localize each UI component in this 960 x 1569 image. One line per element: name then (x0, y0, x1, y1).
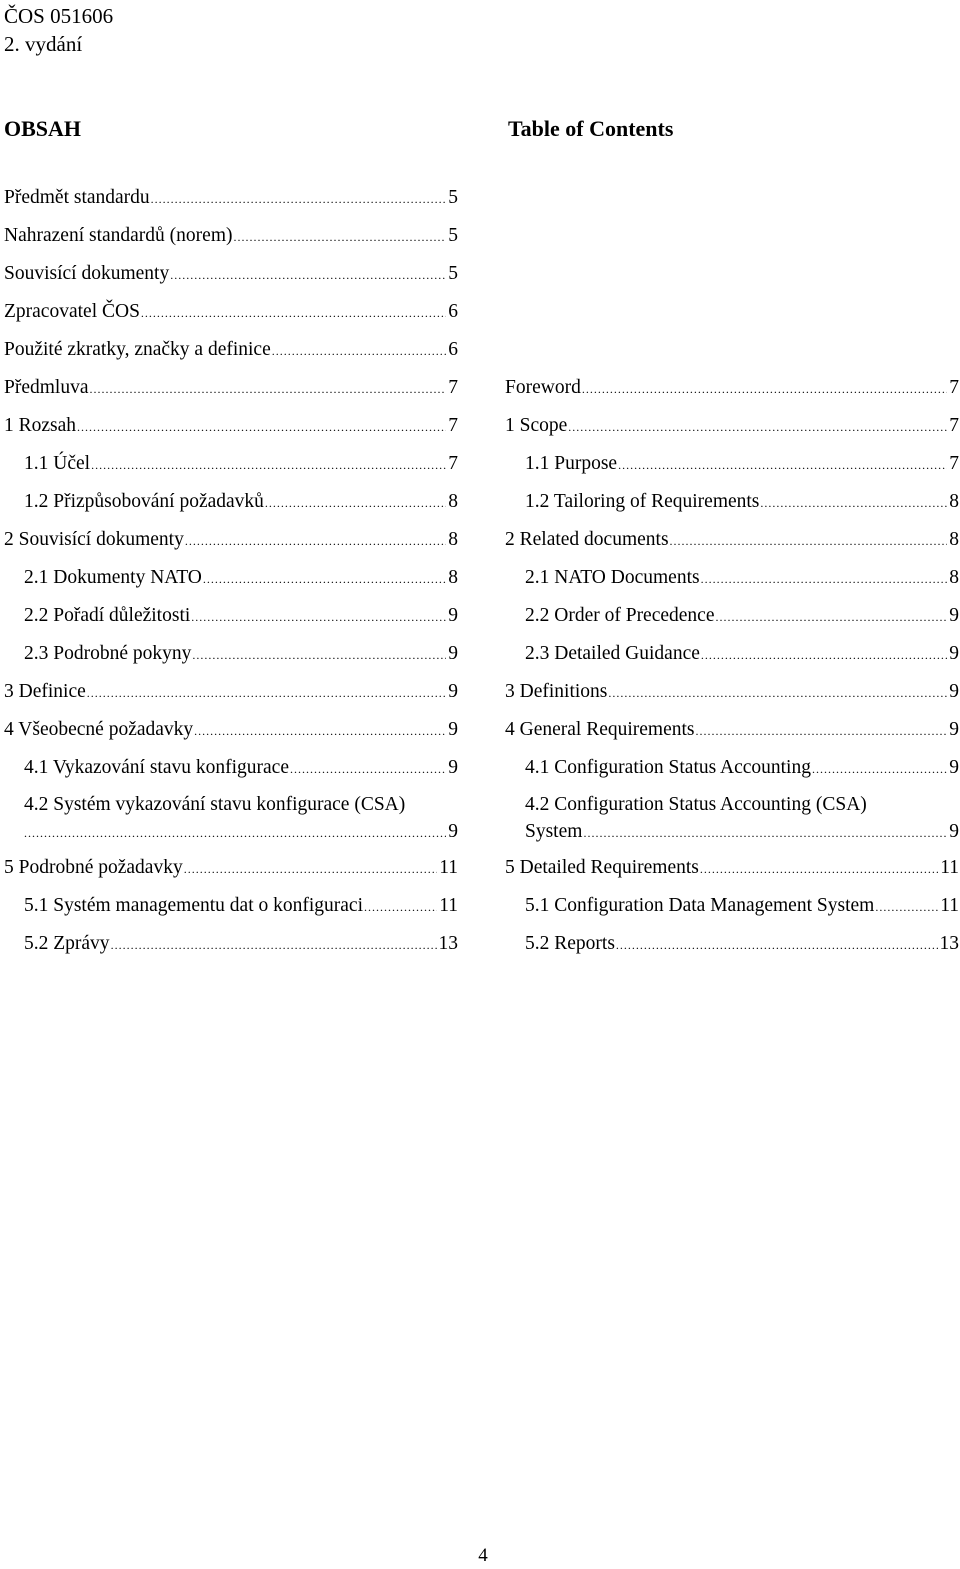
toc-entry-label: Zpracovatel ČOS (4, 301, 140, 322)
toc-entry-label: 1.2 Přizpůsobování požadavků (24, 491, 264, 512)
toc-entry[interactable] (505, 853, 959, 883)
toc-entry-page: 7 (949, 415, 959, 436)
dot-leader (582, 374, 947, 404)
toc-entry-page: 5 (448, 263, 458, 284)
toc-entry-label: Použité zkratky, značky a definice (4, 339, 271, 360)
toc-entry[interactable] (4, 335, 458, 365)
toc-entry[interactable] (505, 929, 959, 959)
toc-entry[interactable] (4, 183, 458, 213)
dot-leader (608, 678, 947, 708)
dot-leader (583, 820, 947, 847)
toc-entry[interactable] (4, 891, 458, 921)
toc-entry[interactable] (4, 601, 458, 631)
dot-leader (151, 184, 447, 214)
toc-entry-page: 9 (949, 681, 959, 702)
toc-entry[interactable] (4, 221, 458, 251)
toc-entry-page: 13 (939, 933, 959, 954)
toc-entry[interactable] (4, 373, 458, 403)
dot-leader (701, 640, 947, 670)
dot-leader (170, 260, 446, 290)
dot-leader (233, 222, 446, 252)
toc-entry-label: 1.2 Tailoring of Requirements (525, 491, 760, 512)
dot-leader (111, 930, 437, 960)
toc-entry-label: 5.1 Configuration Data Management System (525, 895, 875, 916)
document-id: ČOS 051606 (4, 4, 114, 28)
toc-entry-page: 8 (448, 529, 458, 550)
document-edition: 2. vydání (4, 32, 83, 56)
toc-entry-page: 8 (949, 567, 959, 588)
toc-entry-continuation (24, 818, 458, 845)
dot-leader (568, 412, 947, 442)
toc-entry-page: 9 (448, 681, 458, 702)
toc-entry-page: 7 (448, 415, 458, 436)
toc-entry[interactable] (4, 715, 458, 745)
toc-entry-label: Foreword (505, 377, 581, 398)
toc-entry[interactable] (505, 373, 959, 403)
dot-leader (77, 412, 446, 442)
toc-entry-page: 9 (949, 719, 959, 740)
toc-entry-page: 9 (949, 643, 959, 664)
toc-entry-label: 5 Detailed Requirements (505, 857, 699, 878)
toc-entry-label: Nahrazení standardů (norem) (4, 225, 233, 246)
toc-entry[interactable] (505, 715, 959, 745)
toc-entry[interactable] (4, 411, 458, 441)
toc-entry[interactable] (505, 449, 959, 479)
toc-entry-page: 11 (940, 857, 959, 878)
toc-entry-label: 4 Všeobecné požadavky (4, 719, 194, 740)
dot-leader (91, 450, 446, 480)
toc-entry[interactable] (4, 449, 458, 479)
toc-entry-page: 6 (448, 339, 458, 360)
toc-entry[interactable] (505, 411, 959, 441)
toc-entry[interactable] (4, 297, 458, 327)
toc-entry-page: 7 (949, 377, 959, 398)
toc-entry-label: 5 Podrobné požadavky (4, 857, 183, 878)
dot-leader (141, 298, 446, 328)
toc-entry-page: 8 (949, 529, 959, 550)
toc-heading-czech: OBSAH (4, 116, 82, 141)
dot-leader (89, 374, 446, 404)
toc-entry-page: 11 (439, 857, 458, 878)
toc-entry-page: 7 (448, 453, 458, 474)
dot-leader (760, 488, 947, 518)
toc-entry-label: Předmluva (4, 377, 89, 398)
toc-entry-label: 1.1 Purpose (525, 453, 618, 474)
toc-entry-label: 2.1 Dokumenty NATO (24, 567, 202, 588)
toc-entry[interactable] (505, 753, 959, 783)
toc-entry-page: 9 (448, 643, 458, 664)
toc-entry-page: 5 (448, 225, 458, 246)
toc-entry-page: 11 (439, 895, 458, 916)
toc-entry[interactable] (505, 563, 959, 593)
toc-entry-label: Souvisící dokumenty (4, 263, 170, 284)
toc-entry-page: 8 (448, 567, 458, 588)
toc-entry[interactable] (505, 891, 959, 921)
toc-entry[interactable] (505, 601, 959, 631)
toc-entry-page: 11 (940, 895, 959, 916)
dot-leader (203, 564, 446, 594)
toc-entry-label: 2.3 Podrobné pokyny (24, 643, 192, 664)
page-number: 4 (478, 1545, 488, 1566)
toc-entry-page: 7 (448, 377, 458, 398)
dot-leader (184, 854, 438, 884)
toc-entry-label: Předmět standardu (4, 187, 150, 208)
toc-entry-label: 2.2 Order of Precedence (525, 605, 715, 626)
toc-entry-page: 8 (949, 491, 959, 512)
toc-entry-label-continuation: System (525, 821, 583, 842)
toc-entry-label: 2.1 NATO Documents (525, 567, 700, 588)
toc-entry[interactable] (4, 639, 458, 669)
toc-entry[interactable] (4, 753, 458, 783)
toc-entry-label: 5.1 Systém managementu dat o konfiguraci (24, 895, 364, 916)
dot-leader (364, 892, 437, 922)
toc-entry-page: 9 (448, 821, 458, 842)
toc-entry[interactable] (4, 929, 458, 959)
toc-entry[interactable] (4, 487, 458, 517)
toc-entry-page: 6 (448, 301, 458, 322)
toc-entry-label: 1.1 Účel (24, 453, 91, 474)
toc-entry-page: 5 (448, 187, 458, 208)
dot-leader (192, 640, 446, 670)
toc-entry-label: 4.2 Systém vykazování stavu konfigurace (CSA) (24, 794, 406, 815)
dot-leader (875, 892, 938, 922)
dot-leader (24, 820, 446, 847)
toc-entry-label: 5.2 Zprávy (24, 933, 110, 954)
toc-entry-label: 1 Rozsah (4, 415, 77, 436)
toc-entry-page: 9 (949, 821, 959, 842)
toc-entry[interactable] (4, 525, 458, 555)
toc-entry-label: 4 General Requirements (505, 719, 695, 740)
toc-entry-label: 1 Scope (505, 415, 568, 436)
toc-entry-continuation (525, 818, 959, 845)
toc-entry-page: 13 (438, 933, 458, 954)
toc-entry-page: 7 (949, 453, 959, 474)
toc-entry-label: 2 Souvisící dokumenty (4, 529, 184, 550)
toc-entry[interactable] (4, 259, 458, 289)
dot-leader (265, 488, 446, 518)
dot-leader (87, 678, 446, 708)
dot-leader (616, 930, 938, 960)
toc-entry-page: 9 (448, 605, 458, 626)
dot-leader (185, 526, 446, 556)
toc-entry-label: 2.3 Detailed Guidance (525, 643, 700, 664)
toc-entry-label: 4.1 Configuration Status Accounting (525, 757, 811, 778)
toc-entry-label: 4.1 Vykazování stavu konfigurace (24, 757, 289, 778)
dot-leader (701, 564, 948, 594)
toc-entry-label: 2 Related documents (505, 529, 669, 550)
toc-entry[interactable] (4, 853, 458, 883)
toc-entry-label: 4.2 Configuration Status Accounting (CSA) (525, 794, 867, 815)
dot-leader (670, 526, 948, 556)
toc-entry[interactable] (505, 639, 959, 669)
toc-entry[interactable] (4, 677, 458, 707)
toc-entry[interactable] (505, 525, 959, 555)
toc-entry-page: 9 (448, 719, 458, 740)
toc-entry-page: 9 (949, 757, 959, 778)
toc-entry[interactable] (505, 487, 959, 517)
toc-entry[interactable] (505, 677, 959, 707)
dot-leader (194, 716, 446, 746)
toc-entry[interactable] (505, 791, 959, 847)
toc-heading-english: Table of Contents (508, 116, 674, 141)
toc-entry[interactable] (4, 791, 458, 847)
document-header (4, 2, 113, 58)
dot-leader (618, 450, 947, 480)
dot-leader (290, 754, 446, 784)
dot-leader (696, 716, 948, 746)
toc-entry-page: 9 (448, 757, 458, 778)
toc-entry[interactable] (4, 563, 458, 593)
toc-entry-page: 8 (448, 491, 458, 512)
toc-entry-label: 2.2 Pořadí důležitosti (24, 605, 191, 626)
dot-leader (191, 602, 446, 632)
dot-leader (700, 854, 938, 884)
dot-leader (272, 336, 447, 366)
dot-leader (716, 602, 948, 632)
toc-entry-label: 3 Definice (4, 681, 86, 702)
toc-entry-label: 5.2 Reports (525, 933, 615, 954)
toc-entry-label: 3 Definitions (505, 681, 608, 702)
dot-leader (812, 754, 947, 784)
toc-entry-page: 9 (949, 605, 959, 626)
